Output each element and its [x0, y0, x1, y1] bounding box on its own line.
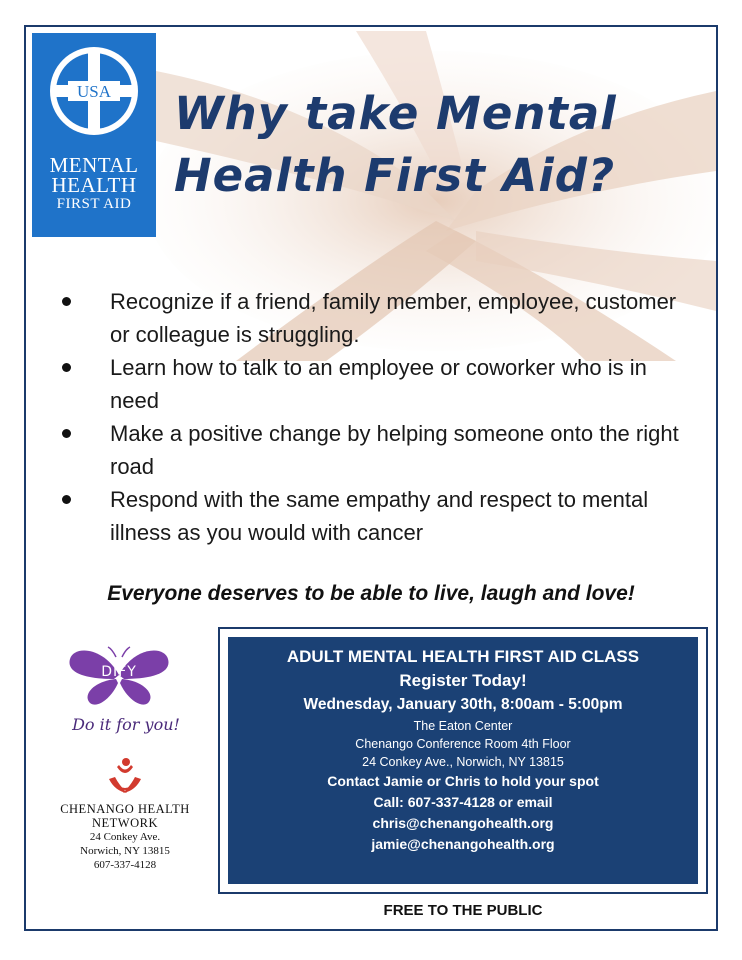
class-info-panel	[228, 637, 698, 884]
headline-line-1: Why take Mental	[174, 87, 617, 140]
dify-motto: Do it for you!	[72, 715, 180, 734]
tagline: Everyone deserves to be able to live, laugh and love!	[107, 582, 635, 605]
class-title: ADULT MENTAL HEALTH FIRST AID CLASS	[286, 647, 640, 666]
benefits-list	[54, 285, 684, 549]
mhfa-logo	[32, 33, 156, 237]
free-to-public: FREE TO THE PUBLIC	[383, 902, 543, 919]
email-chris[interactable]: chris@chenangohealth.org	[372, 815, 554, 831]
chenango-address-1: 24 Conkey Ave.	[89, 831, 161, 843]
flyer	[24, 25, 718, 931]
bullet-icon	[62, 495, 71, 504]
class-date: Wednesday, January 30th, 8:00am - 5:00pm	[303, 696, 623, 713]
chenango-hands-logo-icon	[105, 757, 145, 797]
class-room: Chenango Conference Room 4th Floor	[355, 737, 571, 751]
chenango-health-network	[40, 757, 210, 872]
bullet-icon	[62, 363, 71, 372]
chenango-name-line-1: CHENANGO HEALTH	[60, 802, 190, 816]
class-info-box	[218, 627, 708, 894]
list-item: Learn how to talk to an employee or coworker who is in need	[54, 351, 684, 417]
chenango-phone: 607-337-4128	[93, 859, 157, 871]
headline-line-2: Health First Aid?	[174, 149, 616, 202]
list-item: Respond with the same empathy and respect to mental illness as you would with cancer	[54, 483, 684, 549]
mhfa-cross-badge-icon	[46, 43, 142, 139]
bullet-icon	[62, 429, 71, 438]
call-line: Call: 607-337-4128 or email	[373, 794, 553, 810]
logo-line-first-aid: FIRST AID	[56, 196, 132, 212]
register-today: Register Today!	[399, 671, 527, 690]
chenango-address-2: Norwich, NY 13815	[80, 845, 170, 857]
email-jamie[interactable]: jamie@chenangohealth.org	[371, 836, 555, 852]
class-venue: The Eaton Center	[413, 719, 513, 733]
list-item: Make a positive change by helping someone onto the right road	[54, 417, 684, 483]
logo-line-mental: MENTAL	[49, 153, 139, 177]
bullet-icon	[62, 297, 71, 306]
list-item: Recognize if a friend, family member, employee, customer or colleague is struggling.	[54, 285, 684, 351]
headline	[174, 83, 714, 207]
dify-logo-text: DIFY	[101, 664, 137, 680]
contact-line: Contact Jamie or Chris to hold your spot	[327, 773, 599, 789]
logo-line-health: HEALTH	[51, 173, 137, 197]
chenango-name-line-2: NETWORK	[92, 816, 158, 830]
badge-text: USA	[76, 82, 112, 101]
dify-butterfly-logo	[64, 645, 174, 707]
class-address: 24 Conkey Ave., Norwich, NY 13815	[362, 755, 564, 769]
